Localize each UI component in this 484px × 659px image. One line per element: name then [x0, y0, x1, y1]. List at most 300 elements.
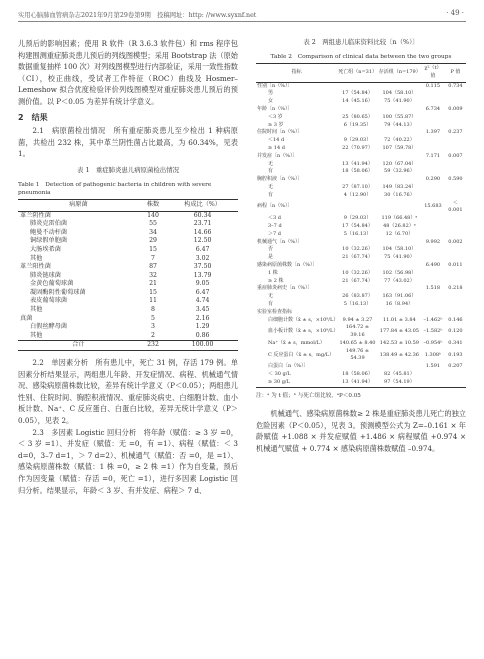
right-column: [256, 38, 466, 455]
table2-cell-p: [445, 231, 466, 239]
table2-cell-p: 0.007: [448, 152, 463, 159]
table2-cell-label: 并发症〔n（%）〕: [257, 152, 298, 159]
table2-cell-death: [337, 106, 378, 114]
table1-row: [18, 315, 238, 324]
table2-cell-p: [445, 270, 466, 278]
table2-cell-label: 病程〔n（%）〕: [257, 203, 293, 210]
table2-cell-label: 住院时间〔n（%）〕: [257, 129, 303, 136]
table2-cell-label: 无: [268, 183, 274, 190]
table2-cell-label: 1 株: [268, 269, 278, 276]
table1-cell-count: 15: [149, 245, 157, 253]
table1-row: [18, 263, 238, 272]
table1-cell-pct: 6.47: [195, 288, 210, 296]
table2-cell-death: 9（29.03）: [343, 137, 372, 144]
table1-cell-name: 肺炎链球菌: [30, 271, 61, 279]
table1-cell-name: 其他: [30, 254, 43, 262]
table1-cell-count: 2: [151, 331, 155, 339]
table2-cell-survival: 149（83.24）: [382, 183, 417, 190]
table2-cell-death: 140.65 ± 8.40: [339, 339, 376, 346]
page-header: [0, 0, 484, 38]
table2-header-cell: 死亡组（n=31）: [337, 64, 378, 83]
table2-cell-label: ＜14 d: [268, 137, 285, 144]
table2-cell-label: 年龄〔n（%）〕: [257, 105, 293, 112]
table1-title: 表 1 重症肺炎患儿病原菌检出情况: [77, 165, 179, 174]
table1-cell-count: 55: [149, 220, 157, 228]
table2-cell-survival: [378, 363, 421, 371]
table2-cell-p: ＜0.001: [448, 199, 463, 214]
table2-cell-label: 是: [268, 254, 274, 261]
table2-cell-p: 0.120: [448, 328, 463, 335]
table2-cell-stat: [421, 379, 445, 387]
table1-row: [18, 323, 238, 332]
table2-cell-label: 机械通气〔n（%）〕: [257, 238, 303, 245]
table2-cell-survival: 11.01 ± 3.84: [382, 316, 416, 323]
table2-cell-p: [445, 145, 466, 153]
table2-cell-death: [337, 82, 378, 90]
table2-cell-death: [337, 200, 378, 216]
table2-cell-death: 13（41.94）: [342, 160, 373, 167]
table2-cell-stat: [421, 168, 445, 176]
table2-cell-stat: [421, 246, 445, 254]
table1-row: [18, 220, 238, 229]
table2-cell-death: [337, 285, 378, 293]
table2-row: [256, 192, 466, 200]
table1-cell-name: 真菌: [20, 314, 33, 322]
table2-cell-p: [445, 278, 466, 286]
table2-cell-label: ≥ 2 株: [268, 277, 284, 284]
table2-cell-survival: 79（44.13）: [384, 121, 415, 128]
table2-row: [256, 371, 466, 379]
table2-cell-death: 18（58.06）: [342, 371, 373, 378]
table2-cell-survival: 12（6.70）: [385, 230, 414, 237]
table2-cell-stat: –0.954ᵇ: [423, 339, 443, 346]
table1-cell-pct: 6.47: [195, 245, 210, 253]
table2-cell-label: 否: [268, 246, 274, 253]
table1-row: [18, 272, 238, 281]
table1-total-count: 232: [139, 341, 167, 351]
table1-cell-pct: 12.50: [193, 237, 212, 245]
table1-cell-name: 其他: [30, 306, 43, 314]
table1-row: [18, 255, 238, 264]
table2-cell-p: [445, 114, 466, 122]
table2-cell-survival: [378, 262, 421, 270]
table1-cell-pct: 3.02: [195, 254, 210, 262]
table2-cell-label: 感染病原菌株数〔n（%）〕: [257, 261, 318, 268]
table1-cell-name: 凝固酶阴性葡萄球菌: [30, 288, 86, 296]
table2-row: [256, 270, 466, 278]
table2-row: [256, 215, 466, 223]
table2-cell-stat: [421, 98, 445, 106]
table2-cell-stat: 6.490: [425, 261, 441, 268]
table2-row: [256, 340, 466, 348]
table2-cell-label: 重症肺炎病史〔n（%）〕: [257, 285, 313, 292]
table2-cell-p: [445, 161, 466, 169]
table2-row: [256, 184, 466, 192]
table2-cell-p: 0.009: [448, 105, 463, 112]
table2-cell-death: 17（54.84）: [342, 90, 373, 97]
table2-cell-label: 白蛋白〔n（%）〕: [268, 363, 309, 370]
table2-cell-death: 6（19.35）: [343, 121, 372, 128]
table2-cell-survival: 119（66.48）ᵃ: [381, 215, 418, 222]
table2-cell-survival: 72（40.22）: [384, 137, 415, 144]
table1: [18, 199, 238, 351]
table2-cell-label: ≥ 30 g/L: [268, 378, 290, 385]
table2-cell-p: [445, 137, 466, 145]
table2-cell-label: ＜3 d: [268, 215, 281, 222]
table2-row: [256, 293, 466, 301]
table2-row: [256, 168, 466, 176]
table2-row: [256, 239, 466, 247]
table2-cell-death: 164.72 ± 39.16: [345, 324, 370, 339]
table2-cell-label: Na⁺（x̄ ± s，mmol/L）: [268, 339, 325, 346]
table1-cell-count: 5: [151, 314, 155, 322]
table2-cell-survival: 142.53 ± 10.59: [379, 339, 419, 346]
table1-cell-pct: 14.66: [193, 228, 212, 236]
table2-cell-survival: [378, 106, 421, 114]
table1-cell-count: 8: [151, 306, 155, 314]
table1-cell-pct: 2.16: [195, 314, 210, 322]
table2-cell-survival: 163（91.06）: [382, 293, 417, 300]
table1-cell-count: 34: [149, 228, 157, 236]
table1-total-pct: 100.00: [167, 341, 238, 351]
table2-row: [256, 137, 466, 145]
table1-cell-count: 3: [151, 323, 155, 331]
table2: [256, 63, 466, 388]
table2-cell-death: [337, 129, 378, 137]
table2-cell-death: [337, 309, 378, 317]
table2-cell-survival: 102（56.98）: [382, 269, 417, 276]
table2-row: [256, 200, 466, 216]
table2-row: [256, 379, 466, 387]
results-paragraph-2-3: 2.3 多因素 Logistic 回归分析 将年龄（赋值：≥ 3 岁 =0，＜ 3 岁 =1）、并发症（赋值：无 =0，有 =1）、病程（赋值：＜ 3 d=0，3–7 d=1，＞ 7 d=2）、机械通气（赋值：否 =0，是 =1）、感染病原菌株数（赋值：1 株 =0，≥ 2 株 =1）作为自变量，预后作为因变量（赋值：存活 =0，死亡 =1），进行多因素 Logistic 回归分析。结果显示，年龄＜ 3 岁、有并发症、病程＞ 7 d、: [18, 427, 238, 495]
table2-row: [256, 106, 466, 114]
table1-cell-pct: 4.74: [195, 297, 210, 305]
table1-cell-name: 大肠埃希菌: [30, 245, 61, 253]
table2-cell-death: [337, 363, 378, 371]
left-column: [18, 38, 238, 496]
table2-cell-survival: 177.84 ± 43.05: [379, 328, 419, 335]
table2-cell-death: 5（16.13）: [343, 300, 372, 307]
table2-cell-stat: [421, 254, 445, 262]
table2-cell-p: 0.590: [448, 176, 463, 183]
table2-cell-stat: [421, 215, 445, 223]
table2-row: [256, 129, 466, 137]
table2-cell-survival: 107（59.78）: [382, 144, 417, 151]
table1-row: [18, 280, 238, 289]
table2-header-row: [256, 64, 466, 83]
table2-header-cell: χ²（t）值: [421, 64, 445, 83]
table2-cell-stat: [421, 293, 445, 301]
table1-cell-name: 白假丝酵母菌: [30, 323, 68, 331]
table2-cell-p: 0.734: [448, 82, 463, 89]
table2-cell-label: ＞7 d: [268, 230, 281, 237]
table2-cell-survival: [378, 239, 421, 247]
table2-cell-label: 有: [268, 191, 274, 198]
table2-cell-label: 性别〔n（%）〕: [257, 82, 293, 89]
table2-cell-stat: 15.683: [424, 203, 442, 210]
table2-cell-death: [337, 239, 378, 247]
table2-cell-death: [337, 176, 378, 184]
table1-cell-name: 金黄色葡萄球菌: [30, 280, 74, 288]
table2-cell-label: 血小板计数（x̄ ± s，×10⁹/L）: [268, 328, 339, 335]
table1-cell-name: 鲍曼不动杆菌: [30, 228, 68, 236]
table2-cell-p: 0.218: [448, 285, 463, 292]
table2-body: [256, 82, 466, 387]
table2-cell-survival: 75（41.90）: [384, 254, 415, 261]
table1-cell-count: 29: [149, 237, 157, 245]
table2-cell-stat: [421, 137, 445, 145]
table2-header-cell: 指标: [256, 64, 337, 83]
table2-cell-survival: [378, 285, 421, 293]
table2-cell-stat: [421, 161, 445, 169]
table2-cell-death: 14（45.16）: [342, 98, 373, 105]
table2-cell-stat: –1.462ᵇ: [423, 316, 443, 323]
table2-cell-stat: 1.397: [425, 129, 441, 136]
table2-cell-death: 149.76 ± 54.39: [345, 347, 370, 362]
table2-cell-p: [445, 122, 466, 130]
table2-cell-stat: 0.115: [425, 82, 441, 89]
table2-cell-stat: [421, 192, 445, 200]
table2-cell-survival: [378, 309, 421, 317]
table2-row: [256, 317, 466, 325]
table2-cell-survival: 138.49 ± 42.36: [379, 351, 419, 358]
table2-cell-p: [445, 184, 466, 192]
table1-row: [18, 297, 238, 306]
table2-cell-survival: 48（26.82）ᵃ: [383, 222, 416, 229]
table2-cell-label: 男: [268, 90, 274, 97]
table2-cell-p: [445, 223, 466, 231]
table2-cell-p: [445, 254, 466, 262]
table2-cell-stat: –1.582ᵇ: [423, 328, 443, 335]
table2-cell-survival: 59（32.96）: [384, 168, 415, 175]
table2-row: [256, 90, 466, 98]
table1-cell-pct: 13.79: [193, 271, 212, 279]
table2-cell-death: 9.94 ± 3.27: [342, 316, 373, 323]
table2-cell-survival: 104（58.10）: [382, 246, 417, 253]
table2-cell-stat: 9.992: [425, 238, 441, 245]
table2-cell-p: 0.193: [448, 351, 463, 358]
table2-cell-survival: [378, 176, 421, 184]
journal-info: 实用心脑肺血管病杂志2021年9月第29卷第9期 投稿网址：http: //www.syxnf.net: [18, 12, 257, 19]
results-paragraph-2-2: 2.2 单因素分析 所有患儿中，死亡 31 例，存活 179 例。单因素分析结果显示，两组患儿年龄、开发症情况、病程、机械通气情况、感染病原菌株数比较，差异有统计学意义（P＜0.05）；两组患儿性别、住院时间、胸腔积液情况、重症肺炎病史、白细胞计数、血小板计数、Na⁺、C 反应蛋白、白蛋白比较，差异无统计学意义（P＞0.05），见表 2。: [18, 358, 238, 425]
table2-row: [256, 262, 466, 270]
header-rule: [18, 21, 466, 22]
table1-header-cell: 株数: [139, 199, 167, 211]
table2-cell-stat: [421, 309, 445, 317]
table2-cell-death: 21（67.74）: [342, 254, 373, 261]
table2-cell-label: 3–7 d: [268, 222, 282, 229]
table1-cell-count: 140: [147, 211, 159, 219]
table2-row: [256, 301, 466, 309]
table2-cell-death: 21（67.74）: [342, 277, 373, 284]
table2-cell-p: 0.237: [448, 129, 463, 136]
table1-cell-name: 铜绿假单胞菌: [30, 237, 68, 245]
table2-cell-p: 0.011: [448, 261, 463, 268]
table2-cell-survival: [378, 200, 421, 216]
table2-cell-stat: 0.290: [425, 176, 441, 183]
table2-cell-death: 18（58.06）: [342, 168, 373, 175]
table2-cell-death: [337, 153, 378, 161]
table2-cell-survival: 100（55.87）: [382, 113, 417, 120]
table2-cell-label: 无: [268, 160, 274, 167]
table2-row: [256, 285, 466, 293]
table2-cell-stat: 1.591: [425, 363, 441, 370]
table2-row: [256, 114, 466, 122]
table2-row: [256, 176, 466, 184]
table2-cell-survival: [378, 153, 421, 161]
table2-row: [256, 348, 466, 364]
table2-cell-p: [445, 293, 466, 301]
table2-cell-survival: [378, 129, 421, 137]
table1-body: [18, 211, 238, 351]
table2-cell-label: 女: [268, 98, 274, 105]
table2-cell-stat: [421, 371, 445, 379]
table2-cell-survival: [378, 82, 421, 90]
table2-cell-p: [445, 215, 466, 223]
table2-cell-survival: 75（41.90）: [384, 98, 415, 105]
table2-row: [256, 223, 466, 231]
table2-cell-stat: [421, 145, 445, 153]
table2-header-cell: P 值: [445, 64, 466, 83]
table2-row: [256, 98, 466, 106]
table2-cell-stat: 1.518: [425, 285, 441, 292]
table1-cell-name: 革兰阳性菌: [20, 263, 51, 271]
table1-title-en: Table 1 Detection of pathogenic bacteria in children with severe pneumonia: [18, 181, 212, 196]
table1-cell-pct: 0.86: [195, 331, 210, 339]
table2-cell-stat: [421, 231, 445, 239]
table2-cell-p: 0.002: [448, 238, 463, 245]
table2-cell-death: 13（41.94）: [342, 378, 373, 385]
table2-row: [256, 324, 466, 340]
table1-cell-name: 表皮葡萄球菌: [30, 297, 68, 305]
table1-cell-pct: 60.34: [193, 211, 212, 219]
table2-cell-label: 实验室检查指标: [257, 308, 293, 315]
table2-cell-death: 9（29.03）: [343, 215, 372, 222]
table2-cell-stat: [421, 114, 445, 122]
table2-cell-survival: 104（58.10）: [382, 90, 417, 97]
table2-cell-death: 26（83.87）: [342, 293, 373, 300]
table2-cell-death: 10（32.26）: [342, 269, 373, 276]
table2-cell-p: 0.207: [448, 363, 463, 370]
table1-cell-count: 7: [151, 254, 155, 262]
table2-cell-death: 22（70.97）: [342, 144, 373, 151]
table1-cell-count: 15: [149, 288, 157, 296]
table2-cell-survival: 82（45.81）: [384, 371, 415, 378]
table1-row: [18, 306, 238, 315]
table2-cell-p: [445, 192, 466, 200]
table2-note: 注：ᵃ 为 t 值；ᵇ 与死亡组比较，ᵃP＜0.05: [256, 392, 361, 399]
table2-cell-label: 无: [268, 293, 274, 300]
table1-cell-pct: 37.50: [193, 263, 212, 271]
table1-cell-pct: 23.71: [193, 220, 212, 228]
table2-cell-stat: [421, 184, 445, 192]
results-paragraph-2-1: 2.1 病原菌检出情况 所有重症肺炎患儿至少检出 1 种病原菌，共检出 232 株，其中革兰阴性菌占比最高，为 60.34%，见表 1。: [18, 126, 238, 159]
table1-total-row: [18, 341, 238, 351]
table1-cell-pct: 3.45: [195, 306, 210, 314]
table2-cell-label: ＜3 岁: [268, 113, 283, 120]
table2-title-en: Table 2 Comparison of clinical data between the two groups: [270, 54, 452, 60]
table2-row: [256, 82, 466, 90]
table2-row: [256, 231, 466, 239]
table2-cell-p: [445, 246, 466, 254]
table2-cell-stat: [421, 301, 445, 309]
table2-row: [256, 246, 466, 254]
table2-cell-survival: 120（67.04）: [382, 160, 417, 167]
table1-cell-count: 11: [149, 297, 157, 305]
table2-cell-death: 27（87.10）: [342, 183, 373, 190]
table2-cell-p: [445, 309, 466, 317]
table2-cell-p: [445, 168, 466, 176]
table2-header-cell: 存活组（n=179）: [378, 64, 421, 83]
table2-cell-stat: 7.171: [425, 152, 441, 159]
table1-cell-name: 其他: [30, 331, 43, 339]
table2-cell-label: 胸腔积液〔n（%）〕: [257, 176, 303, 183]
results-paragraph-continued: 机械通气、感染病原菌株数≥ 2 株是重症肺炎患儿死亡的独立危险因素（P＜0.05），见表 3。预测模型公式为 Z=–0.161 × 年龄赋值 +1.088 × 并发症赋值 +1.486 × 病程赋值 +0.974 × 机械通气赋值 + 0.774 × 感染病原菌株数赋值 –0.974。: [256, 409, 466, 454]
table2-cell-p: [445, 98, 466, 106]
table2-cell-stat: [421, 223, 445, 231]
table2-cell-survival: 30（16.76）: [384, 191, 415, 198]
table1-cell-count: 87: [149, 263, 157, 271]
table2-cell-label: ≥ 14 d: [268, 144, 285, 151]
table2-cell-stat: 6.734: [425, 105, 441, 112]
table2-cell-p: [445, 371, 466, 379]
table2-row: [256, 309, 466, 317]
table2-cell-p: [445, 301, 466, 309]
table2-row: [256, 254, 466, 262]
table1-header-cell: 构成比（%）: [167, 199, 238, 211]
table1-row: [18, 246, 238, 255]
table1-cell-name: 肺炎克雷伯菌: [30, 220, 68, 228]
page-number: · 49 ·: [446, 9, 464, 17]
table2-cell-label: 有: [268, 168, 274, 175]
table2-row: [256, 145, 466, 153]
table2-cell-label: 白细胞计数（x̄ ± s，×10⁹/L）: [268, 316, 339, 323]
table2-cell-stat: [421, 90, 445, 98]
table2-title: 表 2 两组患儿临床资料比较〔n（%）〕: [303, 38, 419, 46]
results-heading: 2 结果: [18, 112, 48, 122]
table2-cell-p: 0.146: [448, 316, 463, 323]
table2-cell-label: ＜ 30 g/L: [268, 371, 291, 378]
table2-cell-stat: [421, 278, 445, 286]
table2-cell-p: 0.341: [448, 339, 463, 346]
table2-cell-survival: 97（54.19）: [384, 378, 415, 385]
table2-cell-death: 5（16.13）: [343, 230, 372, 237]
table1-cell-count: 21: [149, 280, 157, 288]
table1-cell-pct: 9.05: [195, 280, 210, 288]
table2-cell-survival: 16（8.94）: [385, 300, 414, 307]
table2-cell-death: 17（54.84）: [342, 222, 373, 229]
table2-cell-stat: [421, 122, 445, 130]
table1-row: [18, 211, 238, 220]
table2-cell-label: C 反应蛋白（x̄ ± s，mg/L）: [268, 351, 335, 358]
table1-cell-count: 32: [149, 271, 157, 279]
table2-row: [256, 363, 466, 371]
table1-row: [18, 332, 238, 341]
table1-cell-pct: 1.29: [195, 323, 210, 331]
table2-cell-p: [445, 379, 466, 387]
table1-header-cell: 病原菌: [18, 199, 139, 211]
table2-cell-label: ≥ 3 岁: [268, 121, 284, 128]
table2-row: [256, 153, 466, 161]
table2-cell-label: 有: [268, 300, 274, 307]
table2-cell-survival: 77（43.02）: [384, 277, 415, 284]
table2-cell-stat: 1.308ᵇ: [424, 351, 442, 358]
table2-cell-p: [445, 90, 466, 98]
table1-row: [18, 237, 238, 246]
table1-cell-name: 革兰阴性菌: [20, 211, 51, 219]
table2-cell-death: 4（12.90）: [343, 191, 372, 198]
table2-cell-death: [337, 262, 378, 270]
